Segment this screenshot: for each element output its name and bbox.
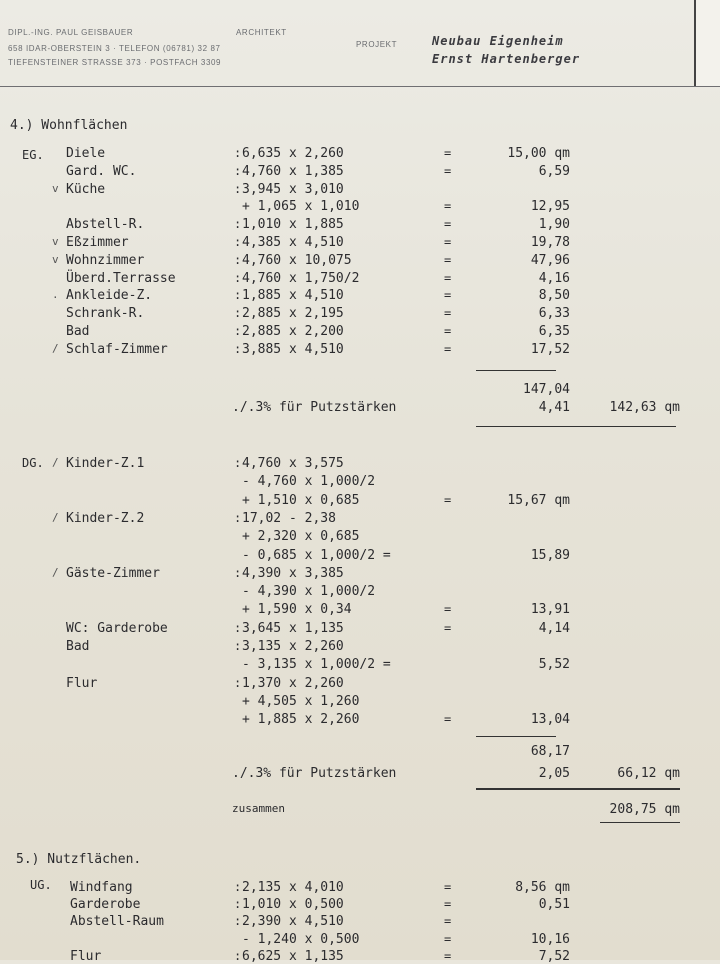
equals-sign: =	[444, 914, 452, 929]
check-mark: .	[52, 288, 59, 302]
area-result: 8,56 qm	[515, 880, 570, 895]
separator-colon: :	[234, 897, 242, 912]
equals-sign: =	[444, 163, 452, 178]
area-result: 1,90	[538, 217, 570, 233]
area-formula: 4,760 x 1,385	[242, 163, 344, 179]
separator-colon: :	[234, 181, 242, 196]
zusammen-total: 208,75 qm	[609, 802, 680, 817]
area-result: 17,52	[530, 341, 570, 357]
area-formula: 6,625 x 1,135	[242, 948, 344, 964]
room-name: Kinder-Z.2	[66, 510, 145, 526]
area-formula: 4,385 x 4,510	[242, 235, 344, 250]
dg-deduction-value: 2,05	[538, 766, 570, 781]
letterhead-street: TIEFENSTEINER STRASSE 373 · POSTFACH 3309	[8, 58, 222, 67]
area-result: 19,78	[530, 235, 570, 250]
letterhead-name: DIPL.-ING. PAUL GEISBAUER	[8, 28, 134, 37]
equals-sign: =	[444, 199, 452, 214]
area-result: 5,52	[538, 657, 570, 673]
equals-sign: =	[444, 306, 452, 321]
separator-colon: :	[234, 948, 242, 963]
equals-sign: =	[444, 948, 452, 963]
area-formula: - 1,240 x 0,500	[242, 931, 360, 947]
equals-sign: =	[444, 880, 452, 894]
floor-label-eg: EG.	[22, 148, 44, 162]
room-name: Windfang	[70, 880, 133, 895]
eg-subtotal: 147,04	[523, 382, 570, 397]
zusammen-underline	[600, 822, 680, 823]
letterhead-title: ARCHITEKT	[236, 28, 287, 37]
area-formula: 1,885 x 4,510	[242, 288, 344, 304]
separator-colon: :	[234, 914, 242, 929]
area-formula: - 4,390 x 1,000/2	[242, 584, 376, 600]
dg-net-area: 66,12 qm	[617, 766, 680, 781]
room-name: Schrank-R.	[66, 306, 145, 322]
equals-sign: =	[444, 324, 452, 338]
dg-deduction-label: ./.3% für Putzstärken	[232, 766, 397, 781]
area-result: 4,16	[538, 270, 570, 286]
area-result: 0,51	[538, 897, 570, 913]
area-formula: + 1,510 x 0,685	[242, 492, 360, 508]
section-4-title: 4.) Wohnflächen	[10, 118, 128, 133]
area-formula: 2,885 x 2,195	[242, 306, 344, 322]
separator-colon: :	[234, 341, 242, 356]
room-name: Abstell-R.	[66, 217, 145, 233]
room-name: Garderobe	[70, 897, 141, 913]
page-tab-marker	[694, 0, 720, 87]
area-formula: 4,390 x 3,385	[242, 565, 344, 581]
separator-colon: :	[234, 146, 242, 160]
area-formula: 6,635 x 2,260	[242, 146, 344, 161]
area-result: 47,96	[530, 252, 570, 268]
separator-colon: :	[234, 288, 242, 303]
separator-colon: :	[234, 270, 242, 285]
area-result: 13,91	[530, 602, 570, 618]
area-formula: 4,760 x 10,075	[242, 252, 352, 268]
room-name: Küche	[66, 181, 106, 197]
area-formula: 3,135 x 2,260	[242, 639, 344, 654]
equals-sign: =	[444, 712, 452, 727]
area-formula: 1,010 x 1,885	[242, 217, 344, 233]
room-name: Wohnzimmer	[66, 252, 145, 268]
zusammen-label: zusammen	[232, 802, 285, 815]
dg-sum-line	[476, 736, 556, 737]
equals-sign: =	[444, 235, 452, 249]
area-result: 15,67 qm	[507, 492, 570, 508]
equals-sign: =	[444, 217, 452, 232]
check-mark: /	[52, 510, 59, 524]
letterhead-address: 658 IDAR-OBERSTEIN 3 · TELEFON (06781) 32 87	[8, 44, 221, 53]
room-name: Bad	[66, 639, 90, 654]
separator-colon: :	[234, 235, 242, 249]
equals-sign: =	[444, 492, 452, 507]
section-5-title: 5.) Nutzflächen.	[16, 852, 142, 867]
area-formula: - 3,135 x 1,000/2 =	[242, 657, 391, 673]
separator-colon: :	[234, 565, 242, 580]
area-formula: + 1,590 x 0,34	[242, 602, 352, 618]
room-name: Flur	[70, 948, 102, 964]
floor-label-dg: DG.	[22, 456, 44, 470]
separator-colon: :	[234, 880, 242, 894]
eg-deduction-value: 4,41	[538, 400, 570, 415]
area-formula: 2,885 x 2,200	[242, 324, 344, 339]
project-title: Neubau Eigenheim	[432, 34, 564, 48]
equals-sign: =	[444, 620, 452, 635]
room-name: Gäste-Zimmer	[66, 565, 160, 581]
area-formula: 3,945 x 3,010	[242, 181, 344, 197]
equals-sign: =	[444, 602, 452, 617]
project-label: PROJEKT	[356, 40, 398, 49]
area-formula: - 4,760 x 1,000/2	[242, 474, 376, 490]
area-result: 15,00 qm	[507, 146, 570, 161]
area-formula: 17,02 - 2,38	[242, 510, 336, 526]
area-formula: 2,135 x 4,010	[242, 880, 344, 895]
area-formula: 4,760 x 3,575	[242, 456, 344, 471]
check-mark: /	[52, 341, 59, 355]
area-result: 12,95	[530, 199, 570, 215]
header-divider	[0, 86, 720, 87]
area-result: 6,59	[538, 163, 570, 179]
project-client: Ernst Hartenberger	[432, 52, 581, 66]
check-mark: v	[52, 252, 59, 266]
room-name: Kinder-Z.1	[66, 456, 145, 471]
room-name: Überd.Terrasse	[66, 270, 176, 286]
room-name: Gard. WC.	[66, 163, 137, 179]
room-name: WC: Garderobe	[66, 620, 168, 636]
area-formula: 4,760 x 1,750/2	[242, 270, 360, 286]
dg-total-line	[476, 788, 680, 790]
room-name: Flur	[66, 675, 98, 691]
check-mark: /	[52, 456, 59, 469]
area-result: 7,52	[538, 948, 570, 964]
area-result: 6,33	[538, 306, 570, 322]
check-mark: v	[52, 181, 59, 195]
area-formula: 3,645 x 1,135	[242, 620, 344, 636]
area-formula: + 2,320 x 0,685	[242, 529, 360, 545]
equals-sign: =	[444, 270, 452, 285]
separator-colon: :	[234, 456, 242, 470]
area-formula: - 0,685 x 1,000/2 =	[242, 547, 391, 563]
room-name: Schlaf-Zimmer	[66, 341, 168, 357]
area-formula: + 1,885 x 2,260	[242, 712, 360, 728]
room-name: Bad	[66, 324, 90, 339]
separator-colon: :	[234, 306, 242, 321]
area-formula: 1,010 x 0,500	[242, 897, 344, 913]
check-mark: v	[52, 235, 59, 248]
floor-label-ug: UG.	[30, 878, 52, 892]
area-formula: 3,885 x 4,510	[242, 341, 344, 357]
area-result: 8,50	[538, 288, 570, 304]
area-result: 10,16	[530, 931, 570, 947]
equals-sign: =	[444, 288, 452, 303]
area-formula: + 4,505 x 1,260	[242, 693, 360, 709]
area-formula: + 1,065 x 1,010	[242, 199, 360, 215]
eg-total-line	[476, 426, 676, 427]
room-name: Eßzimmer	[66, 235, 129, 250]
area-formula: 1,370 x 2,260	[242, 675, 344, 691]
eg-deduction-label: ./.3% für Putzstärken	[232, 400, 397, 415]
separator-colon: :	[234, 217, 242, 232]
area-formula: 2,390 x 4,510	[242, 914, 344, 930]
equals-sign: =	[444, 931, 452, 946]
area-result: 13,04	[530, 712, 570, 728]
separator-colon: :	[234, 324, 242, 338]
room-name: Diele	[66, 146, 106, 161]
separator-colon: :	[234, 639, 242, 653]
area-result: 15,89	[530, 547, 570, 563]
separator-colon: :	[234, 675, 242, 690]
equals-sign: =	[444, 146, 452, 160]
separator-colon: :	[234, 620, 242, 635]
equals-sign: =	[444, 252, 452, 267]
eg-net-area: 142,63 qm	[609, 400, 680, 415]
room-name: Abstell-Raum	[70, 914, 164, 930]
separator-colon: :	[234, 163, 242, 178]
equals-sign: =	[444, 341, 452, 356]
room-name: Ankleide-Z.	[66, 288, 153, 304]
check-mark: /	[52, 565, 59, 579]
equals-sign: =	[444, 897, 452, 912]
separator-colon: :	[234, 252, 242, 267]
area-result: 4,14	[538, 620, 570, 636]
dg-subtotal: 68,17	[530, 744, 570, 759]
area-result: 6,35	[538, 324, 570, 339]
separator-colon: :	[234, 510, 242, 525]
eg-sum-line	[476, 370, 556, 371]
